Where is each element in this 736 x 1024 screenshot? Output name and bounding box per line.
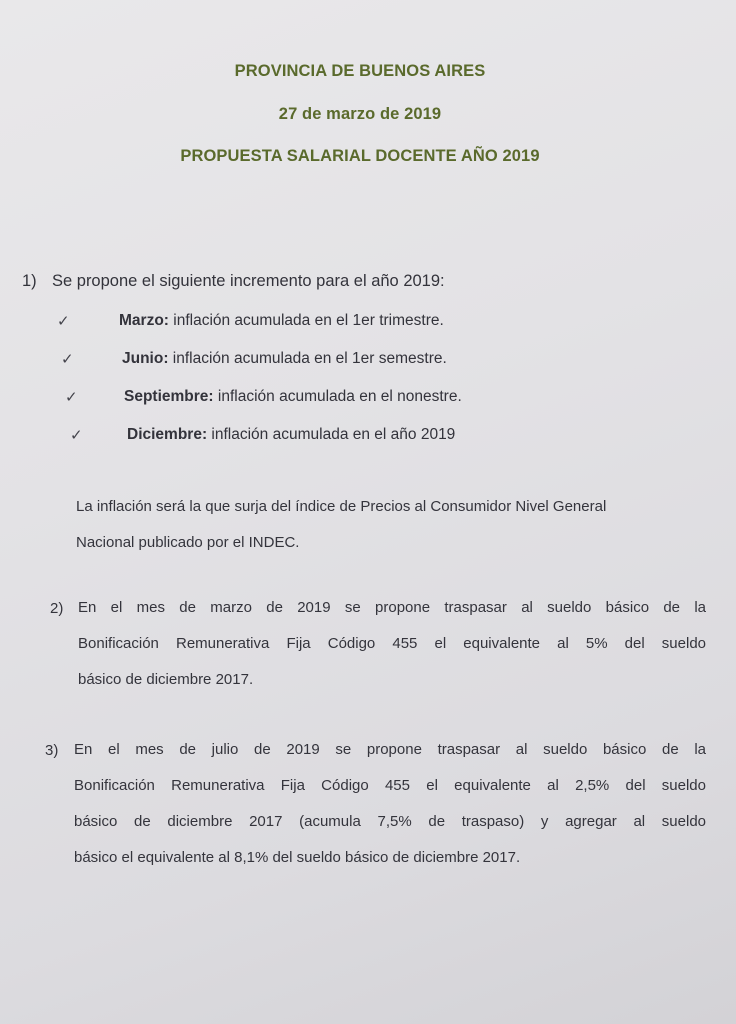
header-date: 27 de marzo de 2019 — [278, 105, 442, 123]
check-month: Diciembre: — [127, 426, 208, 443]
paragraph-line: Bonificación Remunerativa Fija Código 455 el equivalente al 2,5% del sueldo — [74, 777, 706, 794]
paragraph-line: básico de diciembre 2017. — [78, 671, 254, 688]
check-month: Marzo: — [119, 312, 169, 329]
note-line: La inflación será la que surja del índice de Precios al Consumidor Nivel General — [76, 498, 607, 515]
check-month: Septiembre: — [124, 388, 214, 405]
header-province: PROVINCIA DE BUENOS AIRES — [234, 62, 486, 80]
check-icon: ✓ — [61, 351, 74, 368]
item-2-number: 2) — [50, 600, 64, 617]
paragraph-line: Bonificación Remunerativa Fija Código 455 el equivalente al 5% del sueldo — [78, 635, 706, 652]
paragraph-line: En el mes de marzo de 2019 se propone traspasar al sueldo básico de la — [78, 599, 706, 616]
check-text: inflación acumulada en el 1er trimestre. — [168, 312, 444, 329]
item-1-number: 1) — [22, 272, 37, 290]
item-2-paragraph — [78, 590, 706, 698]
check-item-diciembre — [70, 426, 456, 444]
item-3-number: 3) — [45, 742, 59, 759]
item-1-text: Se propone el siguiente incremento para el año 2019: — [52, 272, 445, 290]
check-text: inflación acumulada en el 1er semestre. — [168, 350, 447, 367]
paragraph-line: básico de diciembre 2017 (acumula 7,5% de traspaso) y agregar al sueldo — [74, 813, 706, 830]
check-text: inflación acumulada en el año 2019 — [207, 426, 456, 443]
check-icon: ✓ — [70, 427, 83, 444]
item-3-paragraph — [74, 732, 706, 876]
check-text: inflación acumulada en el nonestre. — [213, 388, 462, 405]
header-title: PROPUESTA SALARIAL DOCENTE AÑO 2019 — [180, 147, 540, 165]
note-line: Nacional publicado por el INDEC. — [76, 534, 300, 551]
check-item-septiembre — [65, 388, 462, 406]
paragraph-line: En el mes de julio de 2019 se propone traspasar al sueldo básico de la — [74, 741, 706, 758]
item-1-heading — [22, 272, 445, 291]
inflation-note — [76, 489, 716, 561]
check-item-marzo — [57, 312, 444, 330]
paragraph-line: básico el equivalente al 8,1% del sueldo básico de diciembre 2017. — [74, 849, 521, 866]
check-icon: ✓ — [65, 389, 78, 406]
check-icon: ✓ — [57, 313, 70, 330]
check-item-junio — [61, 350, 447, 368]
check-month: Junio: — [122, 350, 169, 367]
